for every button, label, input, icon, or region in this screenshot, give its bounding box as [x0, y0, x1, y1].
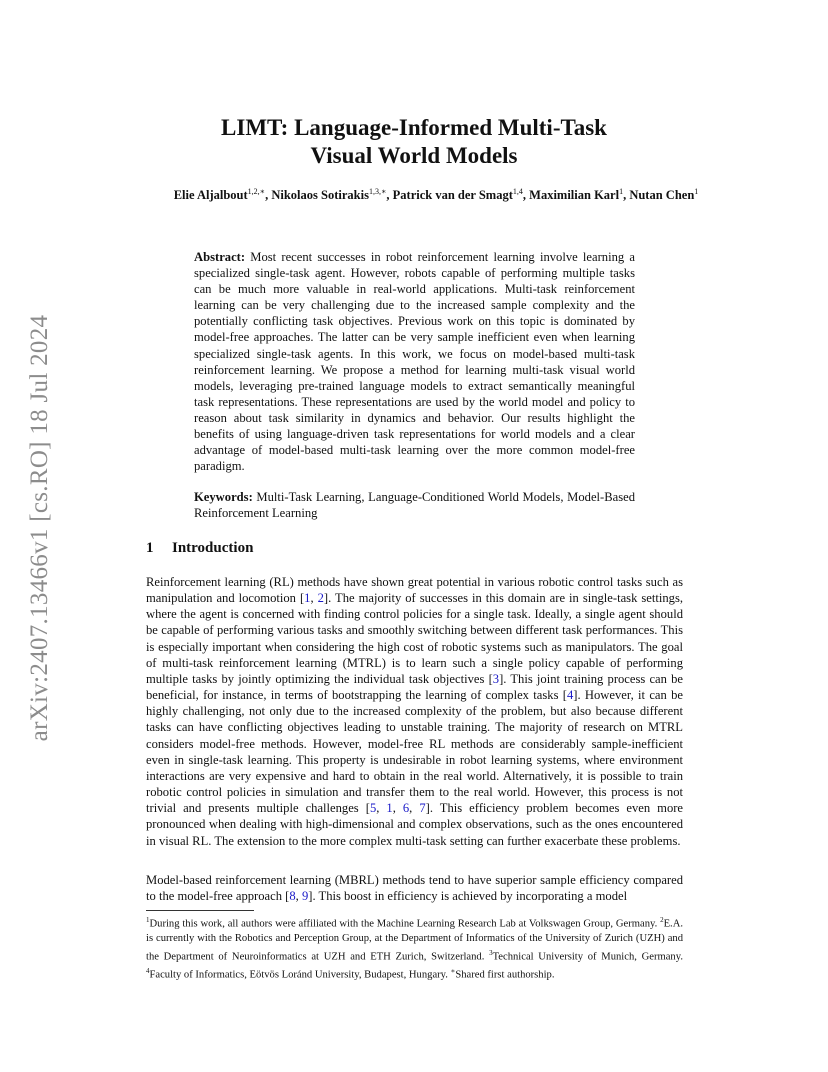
citation-link[interactable]: 8 — [289, 889, 296, 904]
keywords — [194, 489, 635, 521]
footnote: $^1$During this work, all authors were affiliated with the Machine Learning Research Lab at Volkswagen Group, Germany. $^2$E.A. is currently with the Robotics and Perception Group, at the Department of Informatics of the University of Zurich (UZH) and the Department of Neuroinformatics at UZH and ETH Zurich, Switzerland. $^3$Technical University of Munich, Germany. $^4$Faculty of Informatics, Eötvös Loránd University, Budapest, Hungary. ∗Shared first authorship. — [146, 916, 683, 981]
keywords-text: Multi-Task Learning, Language-Conditioned World Models, Model-Based Reinforcement Learning — [194, 490, 635, 521]
footnote-rule — [146, 910, 254, 911]
citation-link[interactable]: 4 — [566, 688, 574, 703]
author-name: Elie Aljalbout — [173, 188, 248, 203]
citation-link[interactable]: 1 — [304, 591, 311, 606]
section-number: 1 — [146, 540, 154, 556]
author-name: Nikolaos Sotirakis — [271, 188, 369, 203]
citation-link[interactable]: 2 — [317, 591, 324, 606]
arxiv-identifier-text: arXiv:2407.13466v1 [cs.RO] 18 Jul 2024 — [26, 314, 53, 742]
intro-paragraph-1: Reinforcement learning (RL) methods have shown great potential in various robotic control tasks such as manipulation and locomotion [1, 2]. The majority of successes in this domain are in single-task settings, where the agent is concerned with finding control policies for a single task. Ideally, a single agent should be capable of performing various tasks and smoothly switching between different task performances. This is especially important when considering the high cost of robotic systems such as manipulators. The goal of multi-task reinforcement learning (MTRL) is to learn such a single policy capable of performing multiple tasks by jointly optimizing the individual task objectives [3]. This joint training process can be beneficial, for instance, in terms of bootstrapping the learning of complex tasks [4]. However, it can be highly challenging, not only due to the increased complexity of the problem, but also because different tasks can have conflicting objectives leading to unstable training. The majority of research on MTRL considers model-free methods. However, model-free RL methods are considerably sample-inefficient even in single-task learning. This property is undesirable in robot learning systems, where environment interactions are very expensive and hard to obtain in the real world. Alternatively, it is possible to train robotic control policies in simulation and transfer them to the real world. However, this process is not trivial and presents multiple challenges [5, 1, 6, 7]. This efficiency problem becomes even more pronounced when dealing with high-dimensional and complex observations, such as the ones encountered in visual RL. The extension to the more complex multi-task setting can further exacerbate these problems. — [146, 575, 684, 848]
keywords-label: Keywords: — [194, 490, 253, 504]
citation-link[interactable]: 1 — [386, 801, 393, 816]
footnote-mark: 3 — [489, 948, 493, 957]
abstract — [194, 249, 635, 474]
citation-link[interactable]: 7 — [419, 801, 426, 816]
arxiv-identifier-stamp — [20, 294, 60, 762]
intro-paragraph-2: Model-based reinforcement learning (MBRL) methods tend to have superior sample efficiency compared to the model-free approach [8, 9]. This boost in efficiency is achieved by incorporating a model — [146, 873, 683, 904]
section-heading — [146, 540, 253, 557]
paper-title — [146, 114, 682, 170]
title-line-2: Visual World Models — [310, 143, 518, 168]
citation-link[interactable]: 5 — [369, 801, 377, 816]
footnote-mark: 1 — [146, 916, 150, 924]
abstract-text: Most recent successes in robot reinforcement learning involve learning a specialized single-task agent. However, robots capable of performing multiple tasks can be much more valuable in real-world applications. Multi-task reinforcement learning can be very challenging due to the increased sample complexity and the potentially conflicting task objectives. Previous work on this topic is dominated by model-free approaches. The latter can be very sample inefficient even when learning specialized single-task agents. In this work, we focus on model-based multi-task reinforcement learning. We propose a method for learning multi-task visual world models, leveraging pre-trained language models to extract semantically meaningful task representations. These representations are used by the world model and policy to reason about task similarity in dynamics and behavior. Our results highlight the benefits of using language-driven task representations for world models and a clear advantage of model-based multi-task learning over the more common model-free paradigm. — [194, 250, 635, 474]
author-affiliation-mark: 1,3,∗ — [368, 187, 387, 196]
author-name: Maximilian Karl — [529, 188, 620, 203]
abstract-label: Abstract: — [194, 250, 246, 264]
footnote-mark: 2 — [660, 916, 664, 924]
section-title: Introduction — [172, 540, 254, 556]
author-name: Nutan Chen — [629, 188, 695, 203]
author-list: Elie Aljalbout$^{1,2,∗}$, Nikolaos Sotirakis$^{1,3,∗}$, Patrick van der Smagt$^{1,4}$, Maximilian Karl$^1$, Nutan Chen$^1$ — [173, 187, 699, 203]
citation-link[interactable]: 6 — [402, 801, 410, 816]
author-name: Patrick van der Smagt — [392, 188, 513, 203]
citation-link[interactable]: 9 — [301, 889, 309, 904]
author-affiliation-mark: 1 — [694, 187, 699, 196]
footnote-mark: 4 — [146, 967, 150, 976]
author-affiliation-mark: 1 — [619, 187, 624, 196]
footnote-mark: ∗ — [450, 967, 456, 976]
author-affiliation-mark: 1,2,∗ — [247, 187, 266, 196]
title-line-1: LIMT: Language-Informed Multi-Task — [221, 115, 607, 140]
citation-link[interactable]: 3 — [492, 671, 500, 686]
author-affiliation-mark: 1,4 — [512, 187, 523, 196]
